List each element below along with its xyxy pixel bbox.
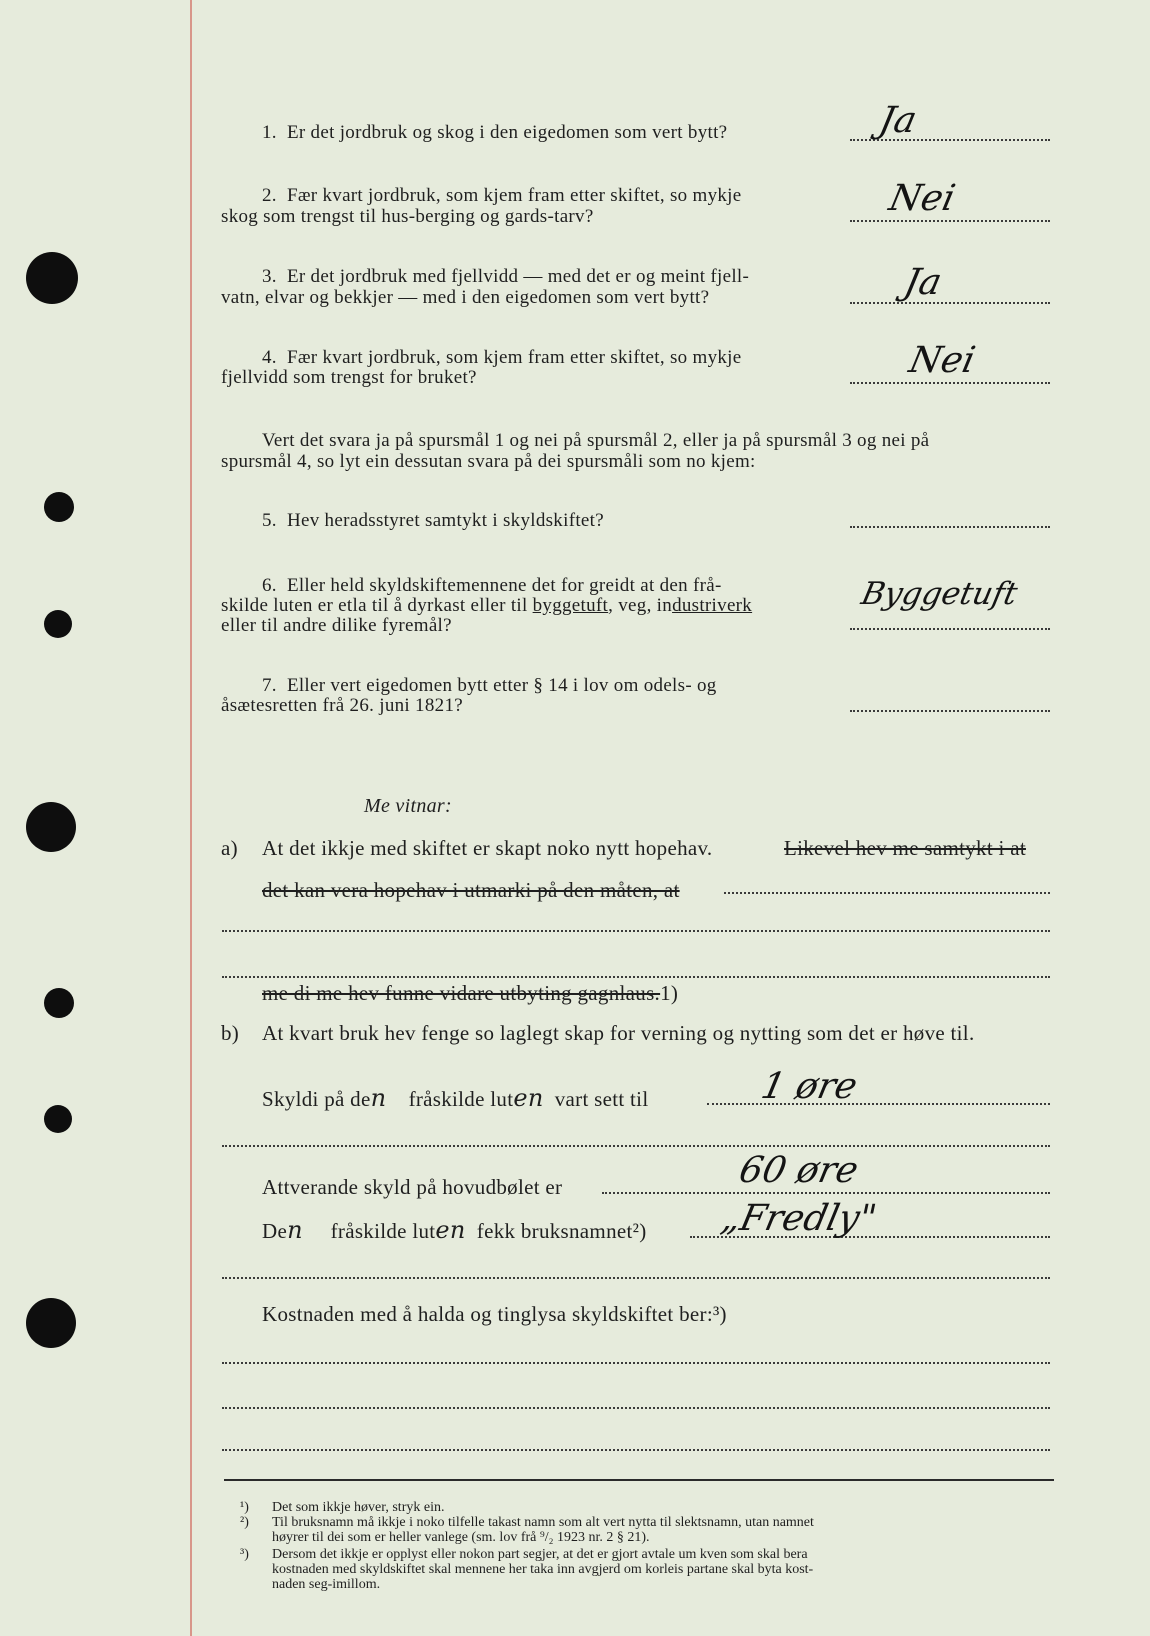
- den-handwritten-2: en: [435, 1216, 466, 1244]
- footnote-2-line1: Til bruksnamn må ikkje i noko tilfelle takast namn som alt vert nytta til slektsnamn, utan namnet: [272, 1515, 814, 1530]
- footnote-1: Det som ikkje høver, stryk ein.: [272, 1500, 445, 1515]
- footnote-2-mark: ²): [240, 1515, 249, 1530]
- margin-line: [190, 0, 192, 1636]
- blank-line: [222, 1407, 1050, 1409]
- question-2-line1: 2. Fær kvart jordbruk, som kjem fram etter skiftet, so mykje: [262, 185, 742, 206]
- punch-hole: [44, 492, 74, 522]
- blank-line: [222, 976, 1050, 978]
- question-7-line1: 7. Eller vert eigedomen bytt etter § 14 i lov om odels- og: [262, 675, 717, 696]
- skyldi-text-a: Skyldi på de: [262, 1087, 371, 1111]
- q6-text-a: skilde luten er etla til å dyrkast eller til: [221, 595, 533, 616]
- den-gap: [303, 1219, 331, 1243]
- question-7-line2: åsætesretten frå 26. juni 1821?: [221, 695, 463, 716]
- question-2-line2: skog som trengst til hus-berging og gards-tarv?: [221, 206, 594, 227]
- q6-byggetuft: byggetuft: [532, 595, 609, 616]
- blank-line: [222, 930, 1050, 932]
- punch-hole: [26, 252, 78, 304]
- witness-a-struck-3: [262, 983, 678, 1004]
- conditional-intro-line2: spursmål 4, so lyt ein dessutan svara på dei spursmåli som no kjem:: [221, 451, 756, 472]
- den-handwritten-1: n: [287, 1216, 303, 1244]
- footnote-rule: [224, 1479, 1054, 1481]
- punch-hole: [26, 802, 76, 852]
- witness-b-label: b): [221, 1021, 240, 1045]
- footnote-3-line1: Dersom det ikkje er opplyst eller nokon part segjer, at det er gjort avtale um kven som skal bera: [272, 1547, 808, 1562]
- attverande-value: 60 øre: [735, 1150, 862, 1191]
- blank-line: [222, 1449, 1050, 1451]
- witness-heading: Me vitnar:: [364, 795, 452, 817]
- blank-line: [724, 892, 1050, 894]
- bruksnamn-value: „Fredly": [717, 1198, 880, 1239]
- attverande-label: Attverande skyld på hovudbølet er: [262, 1175, 563, 1199]
- skyldi-gap: [544, 1087, 555, 1111]
- witness-a-struck-2: det kan vera hopehav i utmarki på den måten, at: [262, 878, 680, 902]
- answer-line: [850, 220, 1050, 222]
- question-5: 5. Hev heradsstyret samtykt i skyldskiftet?: [262, 510, 604, 531]
- bruksnamn-row: [262, 1216, 647, 1244]
- question-3-line1: 3. Er det jordbruk med fjellvidd — med det er og meint fjell-: [262, 266, 750, 287]
- den-gap: [466, 1219, 477, 1243]
- skyldi-handwritten-1: n: [370, 1084, 387, 1112]
- answer-q2: Nei: [885, 178, 959, 219]
- blank-line: [222, 1277, 1050, 1279]
- den-text-b: fråskilde lut: [330, 1219, 436, 1243]
- answer-line: [850, 710, 1050, 712]
- witness-b-text: At kvart bruk hev fenge so laglegt skap for verning og nytting som det er høve til.: [262, 1021, 975, 1045]
- skyldi-text-c: vart sett til: [554, 1087, 649, 1111]
- den-text-a: De: [262, 1219, 288, 1243]
- skyldi-handwritten-2: en: [513, 1084, 544, 1112]
- question-6-line3: eller til andre dilike fyremål?: [221, 615, 452, 636]
- skyldi-row: [262, 1084, 649, 1112]
- footnote-2-line2: høyrer til dei som er heller vanlege (sm. lov frå ⁹/₂ 1923 nr. 2 § 21).: [272, 1530, 650, 1545]
- punch-hole: [44, 610, 72, 638]
- witness-a-struck-1: Likevel hev me samtykt i at: [784, 836, 1026, 860]
- blank-line: [222, 1145, 1050, 1147]
- answer-line: [850, 302, 1050, 304]
- question-4-line2: fjellvidd som trengst for bruket?: [221, 367, 477, 388]
- blank-line: [222, 1362, 1050, 1364]
- punch-hole: [44, 988, 74, 1018]
- answer-q3: Ja: [900, 262, 946, 303]
- question-6-line2: [221, 595, 752, 616]
- answer-q1: Ja: [875, 100, 921, 141]
- witness-a-label: a): [221, 836, 238, 860]
- answer-line: [850, 628, 1050, 630]
- skyldi-value: 1 øre: [757, 1066, 861, 1107]
- punch-hole: [26, 1298, 76, 1348]
- question-4-line1: 4. Fær kvart jordbruk, som kjem fram etter skiftet, so mykje: [262, 347, 742, 368]
- skyldi-gap: [386, 1087, 408, 1111]
- footnote-3-mark: ³): [240, 1547, 249, 1562]
- den-text-c: fekk bruksnamnet²): [476, 1219, 647, 1243]
- q6-industriverk: dustriverk: [672, 595, 753, 616]
- struck-clause: me di me hev funne vidare utbyting gagnlaus.: [262, 981, 661, 1005]
- answer-line: [850, 382, 1050, 384]
- footnote-ref-1: 1): [660, 981, 679, 1005]
- answer-q4: Nei: [905, 340, 979, 381]
- q6-text-c: , veg, in: [608, 595, 673, 616]
- question-6-line1: 6. Eller held skyldskiftemennene det for greidt at den frå-: [262, 575, 722, 596]
- answer-line: [850, 526, 1050, 528]
- skyldi-text-b: fråskilde lut: [408, 1087, 514, 1111]
- footnote-3-line3: naden seg-imillom.: [272, 1577, 381, 1592]
- footnote-3-line2: kostnaden med skyldskiftet skal mennene her taka inn avgjerd om korleis partane skal byta kost-: [272, 1562, 814, 1577]
- conditional-intro-line1: Vert det svara ja på spursmål 1 og nei på spursmål 2, eller ja på spursmål 3 og nei på: [262, 430, 930, 451]
- witness-a-text: At det ikkje med skiftet er skapt noko nytt hopehav.: [262, 836, 713, 860]
- answer-q6: Byggetuft: [858, 576, 1021, 612]
- punch-hole: [44, 1105, 72, 1133]
- kostnad-label: Kostnaden med å halda og tinglysa skyldskiftet ber:³): [262, 1302, 727, 1326]
- question-3-line2: vatn, elvar og bekkjer — med i den eigedomen som vert bytt?: [221, 287, 710, 308]
- answer-line: [602, 1192, 1050, 1194]
- footnote-1-mark: ¹): [240, 1500, 249, 1515]
- question-1: 1. Er det jordbruk og skog i den eigedomen som vert bytt?: [262, 122, 728, 143]
